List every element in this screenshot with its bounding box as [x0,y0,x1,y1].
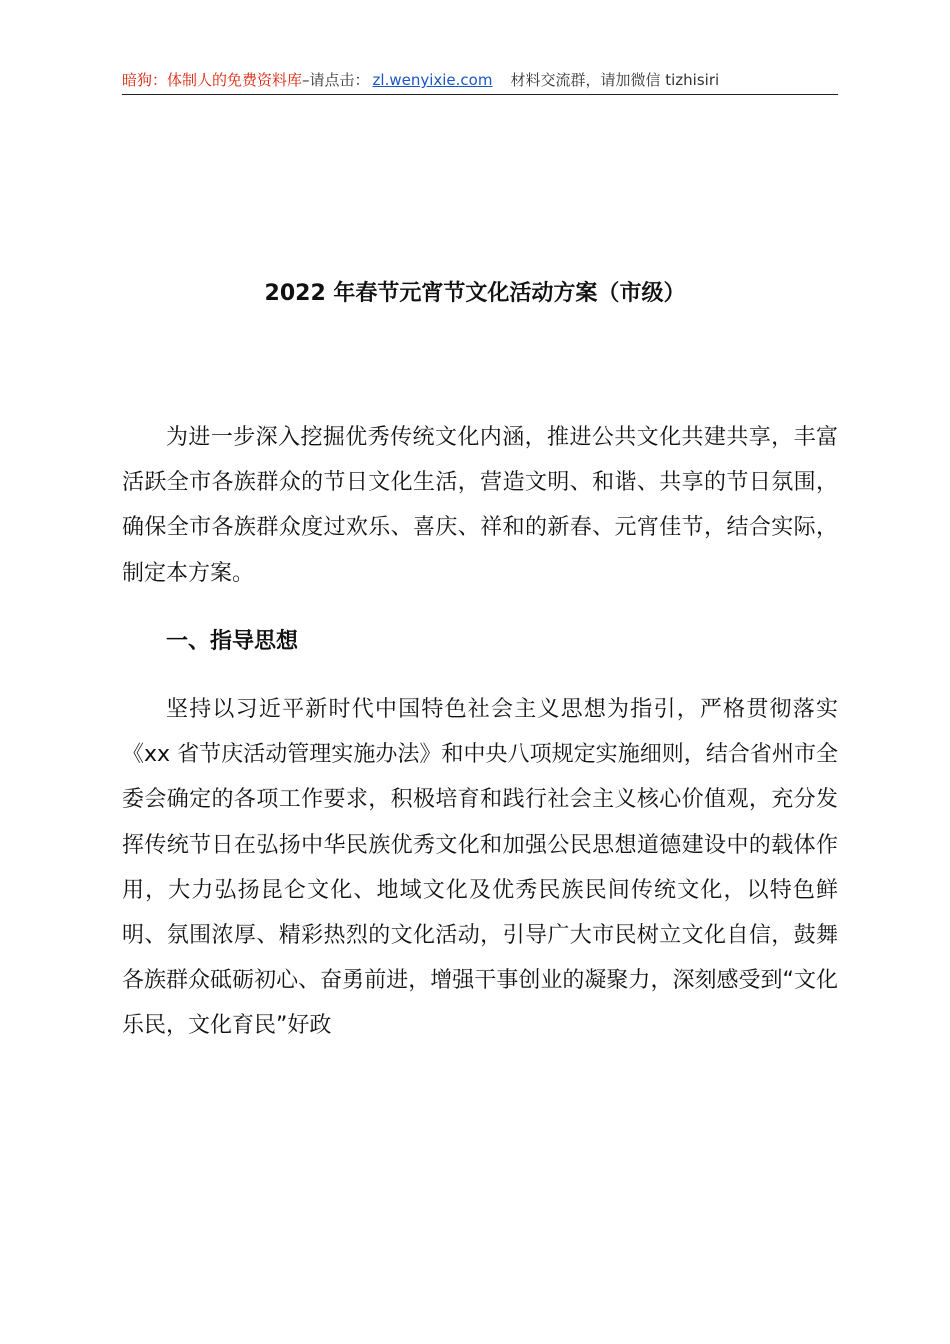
document-title: 2022 年春节元宵节文化活动方案（市级） [264,281,686,306]
intro-paragraph: 为进一步深入挖掘优秀传统文化内涵，推进公共文化共建共享，丰富活跃全市各族群众的节日文化生活，营造文明、和谐、共享的节日氛围，确保全市各族群众度过欢乐、喜庆、祥和的新春、元宵佳节，结合实际，制定本方案。 [122,425,838,586]
header-prompt: –请点击： [302,71,370,89]
section-paragraph: 坚持以习近平新时代中国特色社会主义思想为指引，严格贯彻落实《xx 省节庆活动管理实施办法》和中央八项规定实施细则，结合省州市全委会确定的各项工作要求，积极培育和践行社会主义核心价值观，充分发挥传统节日在弘扬中华民族优秀文化和加强公民思想道德建设中的载体作用，大力弘扬昆仑文化、地域文化及优秀民族民间传统文化，以特色鲜明、氛围浓厚、精彩热烈的文化活动，引导广大市民树立文化自信，鼓舞各族群众砥砺初心、奋勇前进，增强干事创业的凝聚力，深刻感受到“文化乐民，文化育民”好政 [122,697,838,1039]
header-brand: 暗狗：体制人的免费资料库 [122,71,303,89]
section-heading: 一、指导思想 [166,628,299,654]
header-contact: 材料交流群，请加微信 tizhisiri [510,71,720,89]
page-header [122,70,838,95]
document-body [122,415,838,1049]
header-link[interactable]: zl.wenyixie.com [372,71,493,89]
